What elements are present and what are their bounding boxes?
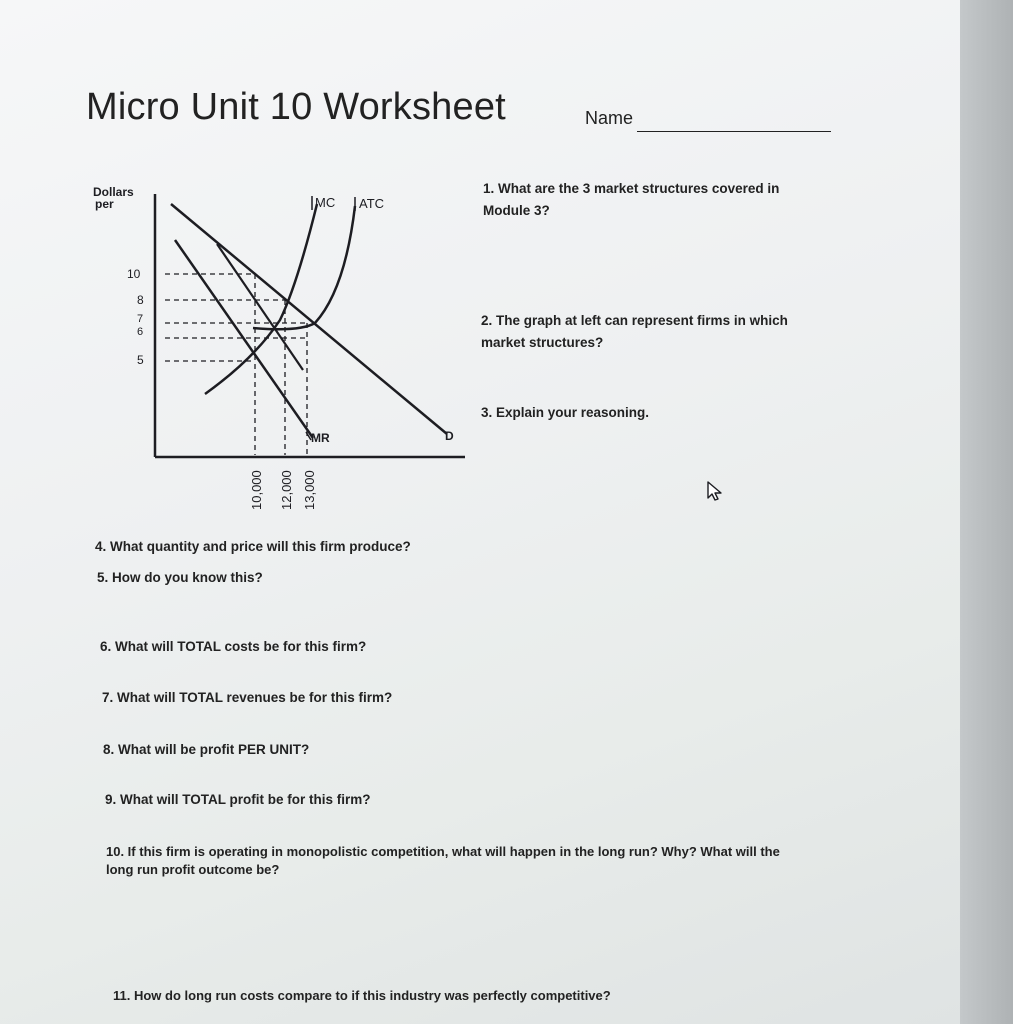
question-11: 11. How do long run costs compare to if this industry was perfectly competitive? <box>113 988 611 1003</box>
question-8: 8. What will be profit PER UNIT? <box>103 742 310 757</box>
question-3: 3. Explain your reasoning. <box>481 405 650 420</box>
question-7: 7. What will TOTAL revenues be for this firm? <box>102 690 393 705</box>
cost-revenue-graph <box>85 180 475 510</box>
y-tick-6: 6 <box>137 326 144 338</box>
y-axis-label-line2: per <box>95 197 114 211</box>
question-6: 6. What will TOTAL costs be for this firm? <box>100 639 367 654</box>
mouse-pointer-icon <box>706 480 726 502</box>
mr-label: MR <box>311 431 330 445</box>
y-tick-5: 5 <box>137 353 144 367</box>
worksheet-title: Micro Unit 10 Worksheet <box>86 86 506 128</box>
y-axis-label-line1: Dollars <box>93 185 134 199</box>
mr-curve-inner-line <box>217 244 303 370</box>
question-1: 1. What are the 3 market structures covered in Module 3? <box>483 181 780 218</box>
y-axis-label <box>93 185 137 211</box>
name-blank-line <box>637 131 831 132</box>
page-edge-background <box>960 0 1013 1024</box>
atc-label: ATC <box>359 196 385 211</box>
question-5: 5. How do you know this? <box>97 570 263 585</box>
name-label: Name <box>585 108 634 128</box>
question-2: 2. The graph at left can represent firms in which market structures? <box>481 313 788 350</box>
marginal-revenue-curve <box>175 240 313 438</box>
average-total-cost-curve <box>253 206 355 329</box>
y-tick-10: 10 <box>127 267 141 281</box>
demand-label: D <box>445 429 454 443</box>
price-guide-lines <box>165 274 307 361</box>
question-4: 4. What quantity and price will this firm produce? <box>95 539 411 554</box>
x-tick-13000: 13,000 <box>302 470 317 510</box>
x-tick-10000: 10,000 <box>249 470 264 510</box>
mc-label: MC <box>315 195 336 210</box>
question-9: 9. What will TOTAL profit be for this firm? <box>105 792 371 807</box>
y-tick-7: 7 <box>137 313 144 325</box>
y-tick-8: 8 <box>137 293 144 307</box>
question-10: 10. If this firm is operating in monopolistic competition, what will happen in the long run? Why? What will the long run profit outcome be? <box>106 844 780 877</box>
x-tick-12000: 12,000 <box>279 470 294 510</box>
